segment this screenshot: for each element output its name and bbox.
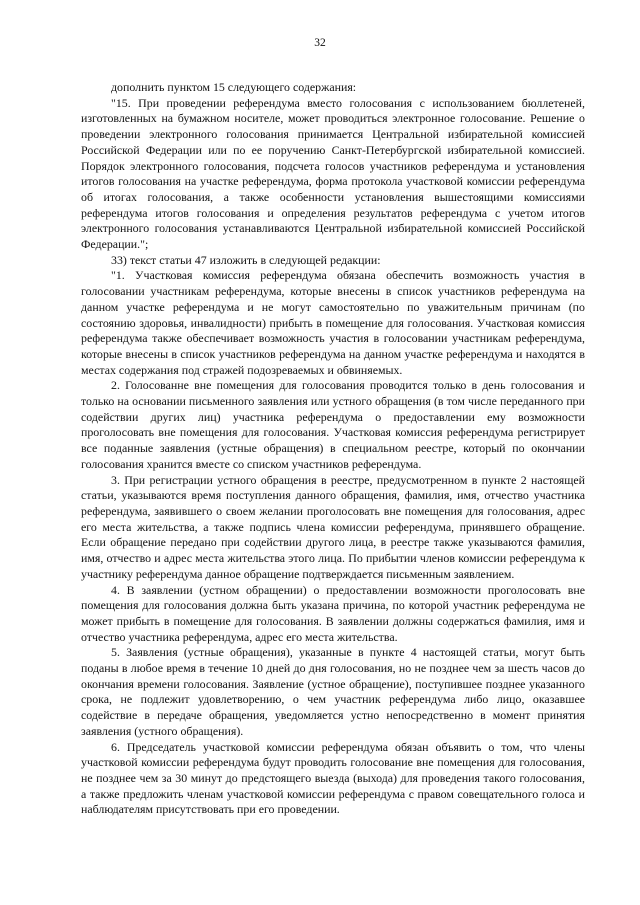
paragraph-article-47-point-4: 4. В заявлении (устном обращении) о предоставлении возможности проголосовать вне помещения для голосования должна быть указана причина, по которой участник референдума не может прибыть в помещение для голосования. В заявлении должны содержаться фамилия, имя и отчество участника референдума, адрес его места жительства. [81, 582, 585, 644]
document-body [81, 80, 585, 818]
paragraph-article-47-point-1: "1. Участковая комиссия референдума обязана обеспечить возможность участия в голосовании участникам референдума, которые внесены в список участников референдума на данном участке референдума и не могут самостоятельно по уважительным причинам (по состоянию здоровья, инвалидности) прибыть в помещение для голосования. Участковая комиссия референдума также обеспечивает возможность участия в голосовании участникам референдума, которые внесены в список участников референдума на данном участке референдума и находятся в местах содержания под стражей подозреваемых и обвиняемых. [81, 268, 585, 377]
page-number: 32 [314, 37, 326, 49]
paragraph-article-47-point-2: 2. Голосованне вне помещения для голосования проводится только в день голосования и только на основании письменного заявления или устного обращения (в том числе переданного при содействии других лиц) участника референдума о предоставлении ему возможности проголосовать вне помещения для голосования. Участковая комиссия референдума регистрирует все поданные заявления (устные обращения) в специальном реестре, который по окончании голосования хранится вместе со списком участников референдума. [81, 378, 585, 471]
paragraph-article-47-point-5: 5. Заявления (устные обращения), указанные в пункте 4 настоящей статьи, могут быть поданы в любое время в течение 10 дней до дня голосования, но не позднее чем за шесть часов до окончания времени голосования. Заявление (устное обращение), поступившее позднее указанного срока, не подлежит удовлетворению, о чем участник референдума либо лицо, оказавшее содействие в передаче обращения, уведомляется устно непосредственно в момент принятия заявления (устного обращения). [81, 645, 585, 738]
paragraph-item-33-heading: 33) текст статьи 47 изложить в следующей редакции: [111, 252, 381, 267]
paragraph-intro: дополнить пунктом 15 следующего содержания: [111, 80, 357, 94]
paragraph-article-47-point-6: 6. Председатель участковой комиссии референдума обязан объявить о том, что члены участковой комиссии референдума будут проводить голосование вне помещения для голосования, не позднее чем за 30 минут до предстоящего выезда (выхода) для проведения такого голосования, а также предложить членам участковой комиссии референдума с правом совещательного голоса и наблюдателям присутствовать при его проведении. [81, 739, 585, 817]
paragraph-article-47-point-3: 3. При регистрации устного обращения в реестре, предусмотренном в пункте 2 настоящей статьи, указываются время поступления данного обращения, фамилия, имя, отчество участника референдума, заявившего о своем желании проголосовать вне помещения для голосования, адрес его места жительства, а также подпись члена комиссии референдума, принявшего обращение. Если обращение передано при содействии другого лица, в реестре также указываются фамилия, имя, отчество и адрес места жительства этого лица. По прибытии членов комиссии референдума к участнику референдума данное обращение подтверждается письменным заявлением. [81, 472, 585, 581]
paragraph-item-15: "15. При проведении референдума вместо голосования с использованием бюллетеней, изготовленных на бумажном носителе, может проводиться электронное голосование. Решение о проведении электронного голосования принимается Центральной избирательной комиссией Российской Федерации или по ее поручению Санкт-Петербургской избирательной комиссией. Порядок электронного голосования, подсчета голосов участников референдума и установления итогов голосования на участке референдума, форма протокола участковой комиссии референдума об итогах голосования, а также особенности установления вышестоящими комиссиями референдума итогов голосования и определения результатов референдума с учетом итогов электронного голосования устанавливаются Центральной избирательной комиссией Российской Федерации."; [81, 95, 585, 252]
